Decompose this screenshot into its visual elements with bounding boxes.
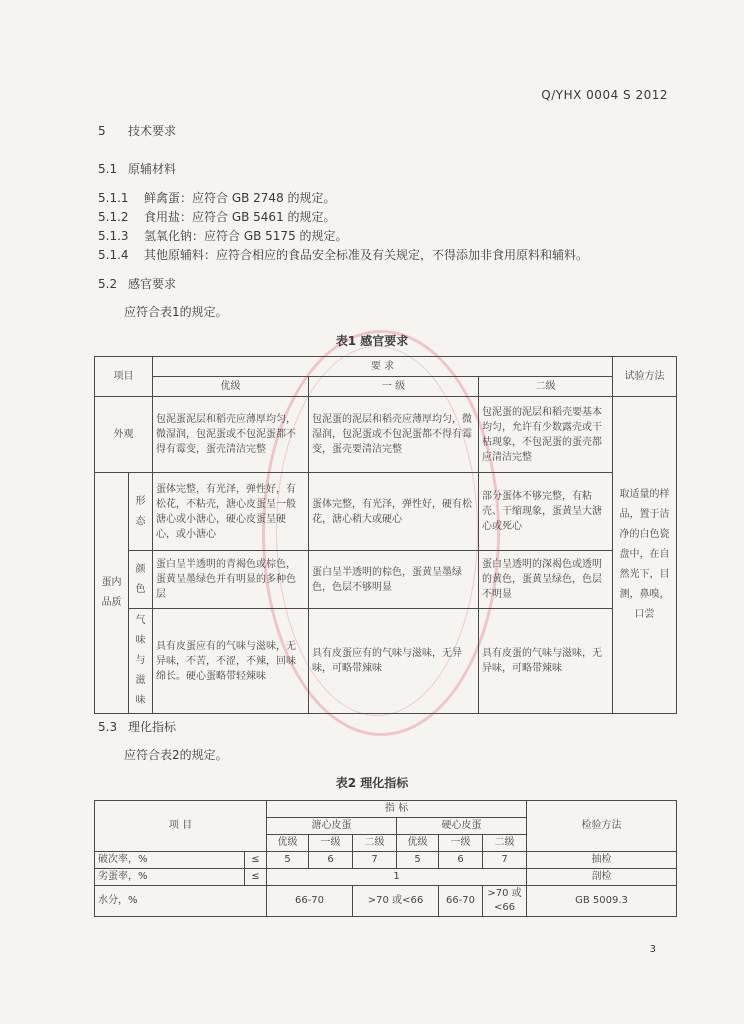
t2-row-comparator: ≤ <box>245 869 267 886</box>
t2-cell: 7 <box>483 852 527 869</box>
sensory-table <box>94 356 677 714</box>
physicochemical-table <box>94 800 677 917</box>
t1-row-label-egg-quality: 蛋内品质 <box>95 473 129 714</box>
t1-appearance-grade-1: 包泥蛋泥层和稻壳应薄厚均匀，微湿润，包泥蛋或不包泥蛋都不得有霉变，蛋壳清洁完整 <box>153 397 309 473</box>
t1-appearance-grade-2: 包泥蛋的泥层和稻壳应薄厚均匀，微湿润，包泥蛋或不包泥蛋都不得有霉变，蛋壳要清洁完整 <box>309 397 479 473</box>
t2-row-method: GB 5009.3 <box>527 886 677 917</box>
table1-caption: 表1 感官要求 <box>335 334 409 348</box>
t1-color-grade-3: 蛋白呈透明的深褐色或透明的黄色，蛋黄呈绿色，色层不明显 <box>479 551 613 609</box>
t1-shape-grade-2: 蛋体完整，有光泽，弹性好，硬有松花，溏心稍大或硬心 <box>309 473 479 551</box>
clause-5-1-3: 5.1.3 氢氧化钠：应符合 GB 5175 的规定。 <box>98 229 348 243</box>
t2-grade-hard-3: 二级 <box>483 835 527 852</box>
clause-5-1-1: 5.1.1 鲜禽蛋：应符合 GB 2748 的规定。 <box>98 191 336 205</box>
t2-grade-hard-2: 一级 <box>439 835 483 852</box>
t2-row-comparator: ≤ <box>245 852 267 869</box>
t1-header-grade-1: 优级 <box>153 377 309 397</box>
clause-5-1-2: 5.1.2 食用盐：应符合 GB 5461 的规定。 <box>98 210 336 224</box>
t2-cell: 6 <box>439 852 483 869</box>
t2-cell: >70 或<66 <box>353 886 439 917</box>
section-5-1-heading: 5.1 原辅材料 <box>98 162 177 176</box>
t2-header-soft-yolk: 溏心皮蛋 <box>267 818 397 835</box>
t2-grade-soft-1: 优级 <box>267 835 309 852</box>
t1-header-grade-3: 二级 <box>479 377 613 397</box>
t2-row-label: 劣蛋率，% <box>95 869 245 886</box>
t2-cell: 5 <box>397 852 439 869</box>
t1-color-grade-2: 蛋白呈半透明的棕色，蛋黄呈墨绿色，色层不够明显 <box>309 551 479 609</box>
table2-caption: 表2 理化指标 <box>335 776 409 790</box>
section-5-heading: 5 技术要求 <box>98 124 177 138</box>
section-5-3-body: 应符合表2的规定。 <box>124 748 228 762</box>
t2-cell: 5 <box>267 852 309 869</box>
t2-header-method: 检验方法 <box>527 801 677 852</box>
standard-code-header: Q/YHX 0004 S 2012 <box>541 88 668 102</box>
t2-row-method: 剖检 <box>527 869 677 886</box>
t1-row-label-color: 颜色 <box>129 551 153 609</box>
t1-appearance-grade-3: 包泥蛋的泥层和稻壳要基本均匀，允许有少数露壳或干枯现象，不包泥蛋的蛋壳都应清洁完整 <box>479 397 613 473</box>
t2-grade-soft-3: 二级 <box>353 835 397 852</box>
t2-cell: 66-70 <box>267 886 353 917</box>
t2-header-index: 指 标 <box>267 801 527 818</box>
t1-header-method: 试验方法 <box>613 357 677 397</box>
t2-grade-hard-1: 优级 <box>397 835 439 852</box>
t2-cell: 6 <box>309 852 353 869</box>
t1-smell-grade-1: 具有皮蛋应有的气味与滋味，无异味，不苦，不涩，不辣，回味绵长。硬心蛋略带轻辣味 <box>153 609 309 714</box>
t2-row-label: 水分，% <box>95 886 267 917</box>
t1-color-grade-1: 蛋白呈半透明的青褐色或棕色，蛋黄呈墨绿色并有明显的多种色层 <box>153 551 309 609</box>
t1-shape-grade-3: 部分蛋体不够完整，有粘壳、干缩现象，蛋黄呈大溏心或死心 <box>479 473 613 551</box>
t2-cell: 7 <box>353 852 397 869</box>
t1-row-label-appearance: 外观 <box>95 397 153 473</box>
t1-header-requirement: 要 求 <box>153 357 613 377</box>
t2-header-hard-yolk: 硬心皮蛋 <box>397 818 527 835</box>
t1-header-item: 项目 <box>95 357 153 397</box>
clause-5-1-4: 5.1.4 其他原辅料：应符合相应的食品安全标准及有关规定，不得添加非食用原料和辅料。 <box>98 248 589 262</box>
section-5-2-heading: 5.2 感官要求 <box>98 277 177 291</box>
t1-header-grade-2: 一 级 <box>309 377 479 397</box>
t1-test-method: 取适量的样品，置于洁净的白色瓷盘中，在自然光下，目测，鼻嗅，口尝 <box>613 397 677 714</box>
t1-smell-grade-2: 具有皮蛋应有的气味与滋味，无异味，可略带辣味 <box>309 609 479 714</box>
t1-smell-grade-3: 具有皮蛋的气味与滋味，无异味，可略带辣味 <box>479 609 613 714</box>
t1-row-label-shape: 形态 <box>129 473 153 551</box>
section-5-3-heading: 5.3 理化指标 <box>98 720 177 734</box>
t2-row-label: 破次率，% <box>95 852 245 869</box>
t2-grade-soft-2: 一级 <box>309 835 353 852</box>
t2-header-item: 项 目 <box>95 801 267 852</box>
page-number: 3 <box>649 944 656 955</box>
t2-row-method: 抽检 <box>527 852 677 869</box>
t2-cell: 66-70 <box>439 886 483 917</box>
section-5-2-body: 应符合表1的规定。 <box>124 305 228 319</box>
t2-cell: >70 或<66 <box>483 886 527 917</box>
t1-shape-grade-1: 蛋体完整，有光泽，弹性好，有松花，不粘壳，溏心皮蛋呈一般溏心或小溏心，硬心皮蛋呈硬心，或小溏心 <box>153 473 309 551</box>
t2-merged-cell: 1 <box>267 869 527 886</box>
t1-row-label-smell-taste: 气味与滋味 <box>129 609 153 714</box>
